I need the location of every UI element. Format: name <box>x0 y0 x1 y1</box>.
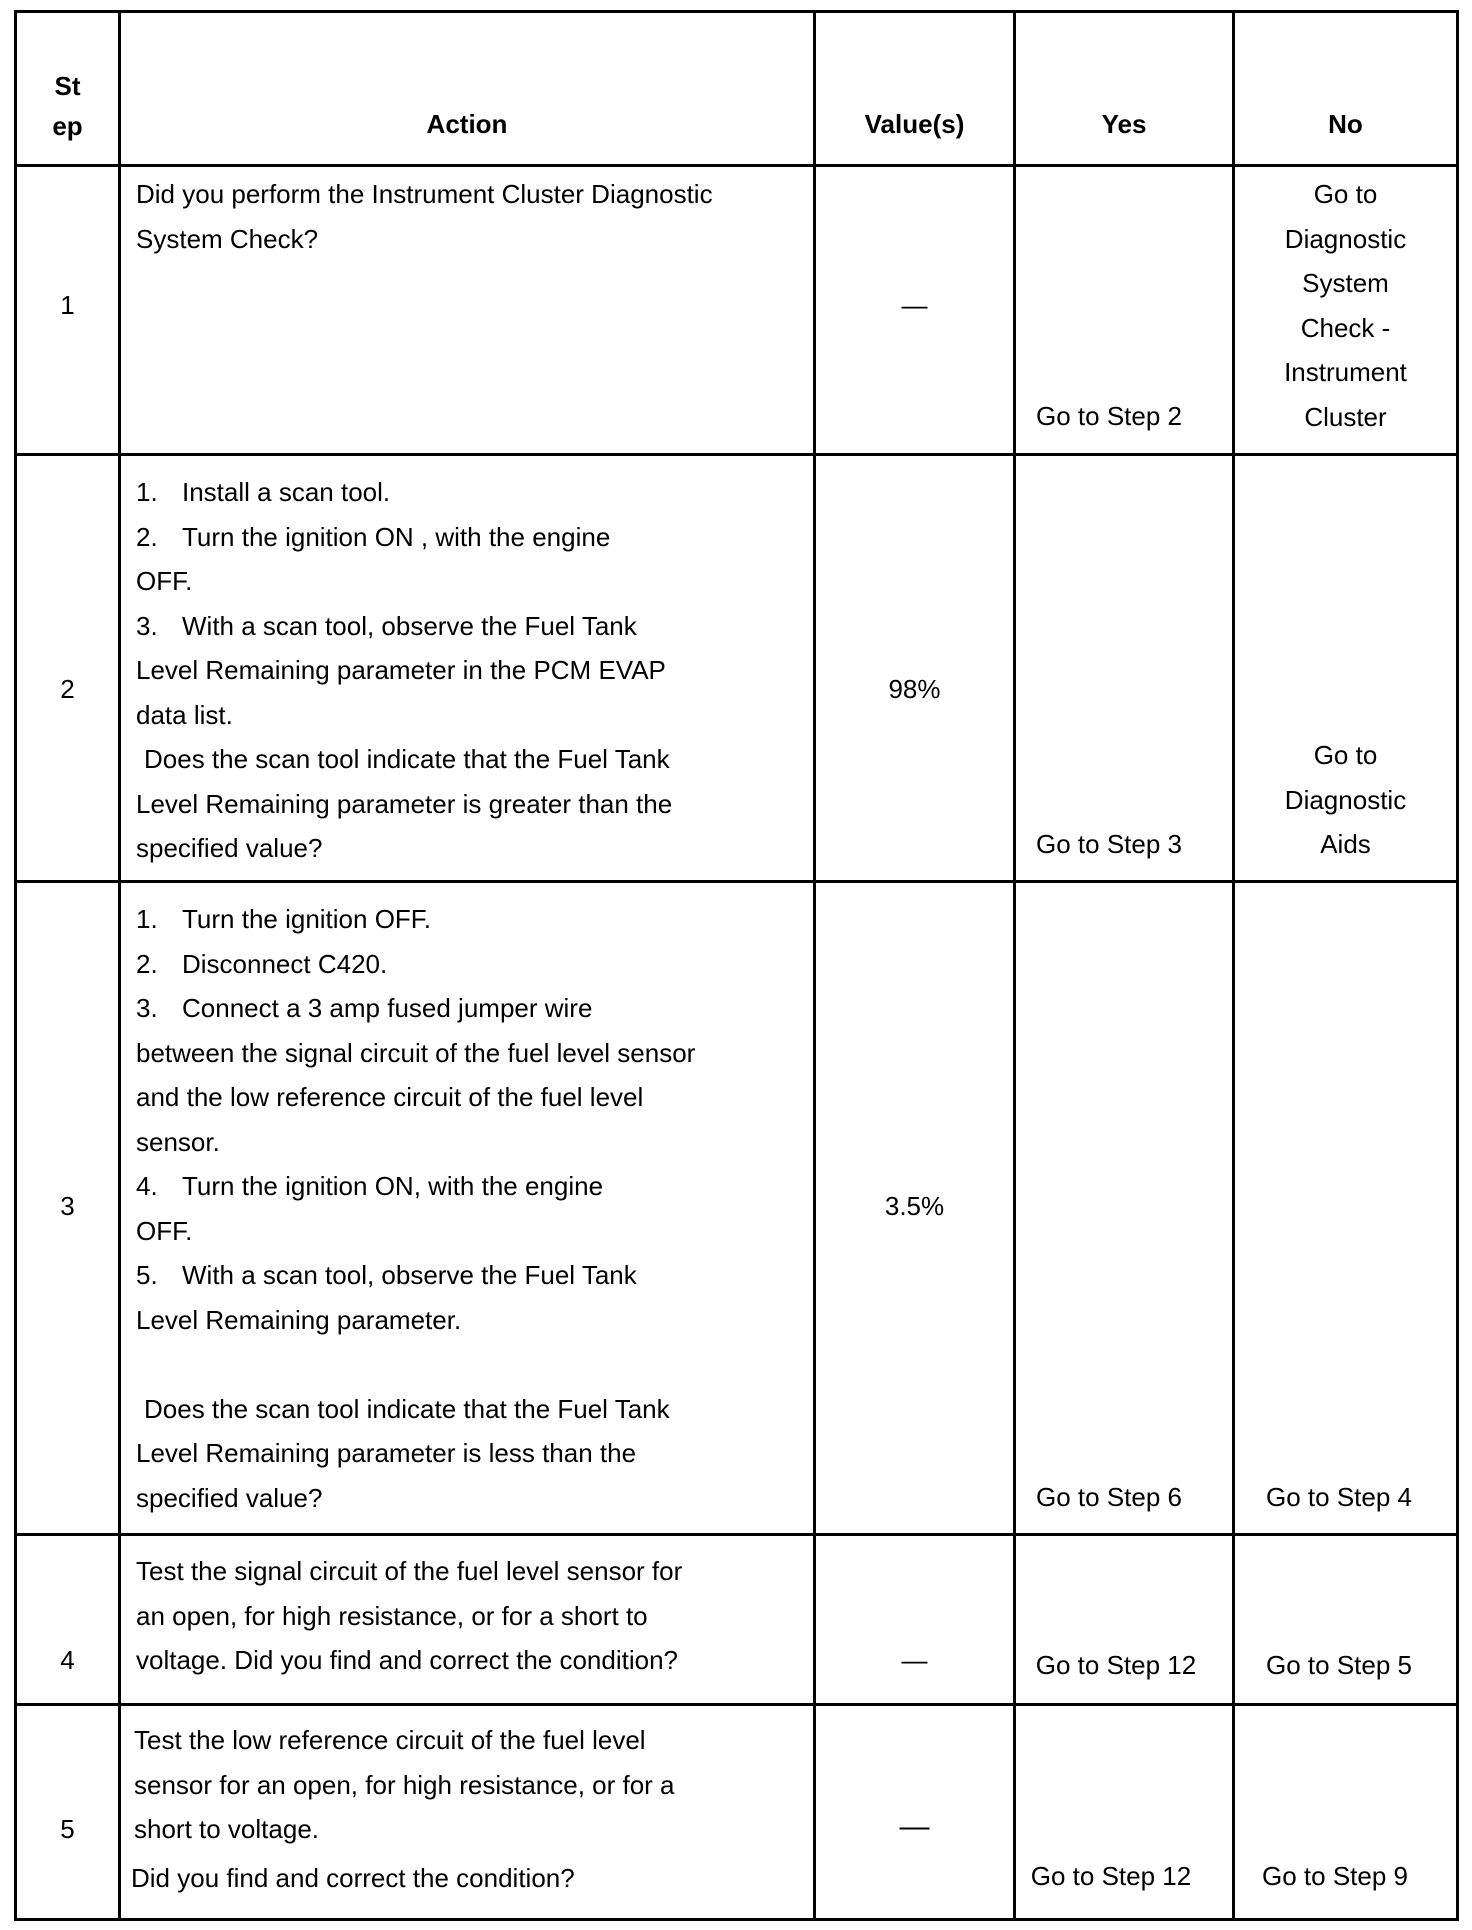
no-line: Check - <box>1300 312 1391 343</box>
question-line: Did you find and correct the condition? <box>131 1862 575 1893</box>
item-number: 1. <box>136 477 158 507</box>
action-line <box>136 1253 695 1298</box>
header-action: Action <box>426 109 508 139</box>
question-line: Level Remaining parameter is less than the <box>136 1438 637 1468</box>
column-divider <box>1013 10 1016 1921</box>
item-text: Install a scan tool. <box>182 477 391 507</box>
yes-cell: Go to Step 12 <box>1030 1861 1192 1891</box>
header-step-line: St <box>54 71 81 101</box>
step-number: 3 <box>60 1191 75 1221</box>
no-line: Instrument <box>1284 357 1407 387</box>
item-text: Turn the ignition OFF. <box>182 904 432 934</box>
step-number: 5 <box>60 1814 75 1844</box>
no-line: Go to <box>1313 179 1378 209</box>
action-line: and the low reference circuit of the fuel level <box>136 1082 644 1112</box>
action-line: Level Remaining parameter in the PCM EVAP <box>136 655 666 685</box>
action-line: data list. <box>136 699 233 730</box>
question-line: Level Remaining parameter is greater than the <box>136 788 673 819</box>
no-line: Diagnostic <box>1284 784 1407 815</box>
table-border-top <box>14 10 1459 13</box>
item-number: 3. <box>136 610 158 641</box>
value-cell: — <box>899 1810 930 1843</box>
question-line: Does the scan tool indicate that the Fuel Tank <box>144 744 670 774</box>
no-line: Aids <box>1320 829 1371 859</box>
action-line: voltage. Did you find and correct the condition? <box>136 1645 679 1675</box>
action-line <box>136 897 695 942</box>
action-line <box>136 515 672 560</box>
no-cell <box>1235 733 1456 867</box>
action-line: OFF. <box>136 566 193 596</box>
item-number: 3. <box>136 993 158 1023</box>
question-line: specified value? <box>136 1482 323 1513</box>
action-line: sensor for an open, for high resistance, or for a <box>134 1769 675 1800</box>
item-text: With a scan tool, observe the Fuel Tank <box>182 1260 637 1290</box>
no-cell: Go to Step 5 <box>1266 1650 1412 1680</box>
value-cell: 98% <box>888 674 941 704</box>
action-line: between the signal circuit of the fuel level sensor <box>136 1037 696 1068</box>
row-divider <box>14 1703 1459 1706</box>
item-number: 5. <box>136 1260 158 1290</box>
row-divider <box>14 453 1459 456</box>
header-yes: Yes <box>1101 109 1147 139</box>
action-text <box>131 1718 675 1900</box>
item-text: Disconnect C420. <box>182 948 388 979</box>
no-cell: Go to Step 4 <box>1266 1482 1412 1512</box>
question-line: Does the scan tool indicate that the Fuel Tank <box>144 1393 670 1424</box>
action-text <box>136 470 672 871</box>
item-number: 1. <box>136 904 158 934</box>
action-line: Did you perform the Instrument Cluster Diagnostic <box>136 179 713 209</box>
action-line: Level Remaining parameter. <box>136 1304 462 1335</box>
step-number: 4 <box>60 1645 75 1675</box>
action-text <box>136 172 713 261</box>
no-cell <box>1235 172 1456 439</box>
header-divider <box>14 164 1459 167</box>
value-cell: — <box>901 290 928 320</box>
item-number: 4. <box>136 1171 158 1201</box>
yes-cell: Go to Step 6 <box>1036 1482 1182 1512</box>
item-text: Turn the ignition ON , with the engine <box>182 521 611 552</box>
no-line: Diagnostic <box>1284 223 1407 254</box>
action-text <box>136 1549 682 1683</box>
yes-cell: Go to Step 2 <box>1036 401 1182 431</box>
value-cell: — <box>901 1645 928 1675</box>
action-line <box>136 604 672 649</box>
item-text: Turn the ignition ON, with the engine <box>182 1171 604 1201</box>
action-line <box>136 942 695 987</box>
action-line: sensor. <box>136 1126 220 1157</box>
no-line: Go to <box>1313 740 1378 770</box>
action-line: System Check? <box>136 223 319 254</box>
step-number: 1 <box>60 290 75 320</box>
header-values: Value(s) <box>864 109 965 139</box>
action-line: Test the signal circuit of the fuel level sensor for <box>136 1556 683 1586</box>
item-number: 2. <box>136 948 158 979</box>
item-text: With a scan tool, observe the Fuel Tank <box>182 610 637 641</box>
no-line: System <box>1302 268 1389 298</box>
value-cell: 3.5% <box>884 1191 945 1221</box>
item-text: Connect a 3 amp fused jumper wire <box>182 993 593 1023</box>
row-divider <box>14 880 1459 883</box>
no-cell: Go to Step 9 <box>1262 1861 1408 1891</box>
action-line <box>136 1164 695 1209</box>
action-line: OFF. <box>136 1215 193 1246</box>
row-divider <box>14 1533 1459 1536</box>
action-line <box>136 986 695 1031</box>
blank-line <box>136 1342 695 1387</box>
header-step-line: ep <box>52 111 83 141</box>
yes-cell: Go to Step 12 <box>1035 1650 1197 1680</box>
no-line: Cluster <box>1304 401 1387 432</box>
action-line: short to voltage. <box>134 1814 319 1844</box>
table-border-bottom <box>14 1918 1459 1921</box>
action-line: Test the low reference circuit of the fuel level <box>134 1725 646 1755</box>
header-step <box>17 66 118 146</box>
table-border-right <box>1456 10 1459 1921</box>
yes-cell: Go to Step 3 <box>1036 829 1182 859</box>
header-no: No <box>1328 109 1363 139</box>
column-divider <box>118 10 121 1921</box>
question-line: specified value? <box>136 833 323 863</box>
action-line <box>136 470 672 515</box>
action-line: an open, for high resistance, or for a short to <box>136 1600 648 1631</box>
item-number: 2. <box>136 521 158 552</box>
action-text <box>136 897 695 1520</box>
step-number: 2 <box>60 674 75 704</box>
